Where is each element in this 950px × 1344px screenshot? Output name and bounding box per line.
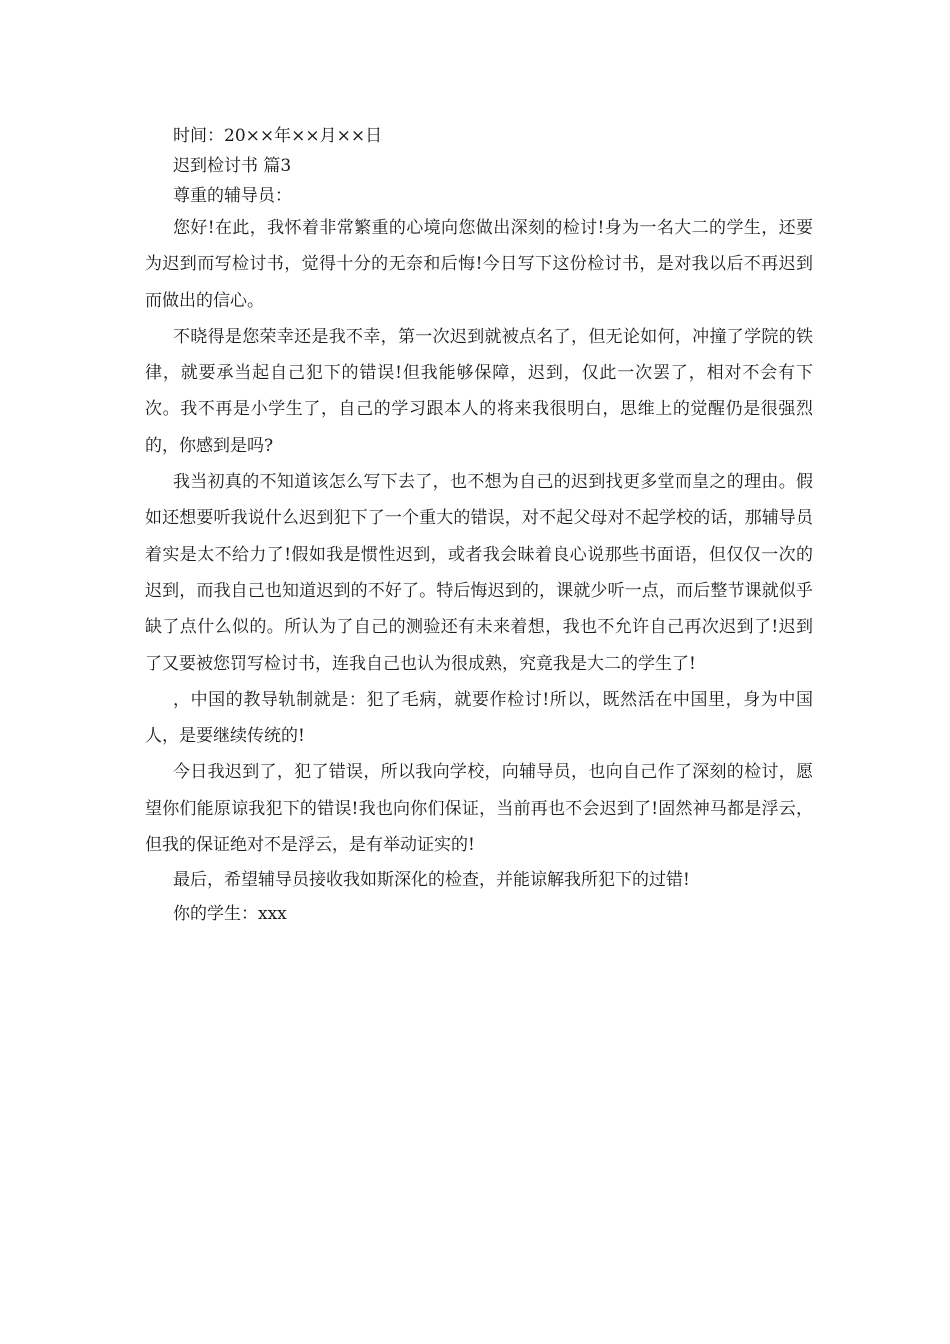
salutation: 尊重的辅导员：: [173, 186, 292, 206]
paragraph-1: 您好!在此，我怀着非常繁重的心境向您做出深刻的检讨!身为一名大二的学生，还要为迟到而写检讨书，觉得十分的无奈和后悔!今日写下这份检讨书，是对我以后不再迟到而做出的信心。: [145, 218, 813, 311]
signature: 你的学生：xxx: [173, 904, 287, 925]
paragraph-5: 今日我迟到了，犯了错误，所以我向学校，向辅导员，也向自己作了深刻的检讨，愿望你们能原谅我犯下的错误!我也向你们保证，当前再也不会迟到了!固然神马都是浮云，但我的保证绝对不是浮云，是有举动证实的!: [145, 762, 813, 856]
paragraph-3: 我当初真的不知道该怎么写下去了，也不想为自己的迟到找更多堂而皇之的理由。假如还想要听我说什么迟到犯下了一个重大的错误，对不起父母对不起学校的话，那辅导员着实是太不给力了!假如我是惯性迟到，或者我会昧着良心说那些书面语，但仅仅一次的迟到，而我自己也知道迟到的不好了。特后悔迟到的，课就少听一点，而后整节课就似乎缺了点什么似的。所认为了自己的测验还有未来着想，我也不允许自己再次迟到了!迟到了又要被您罚写检讨书，连我自己也认为很成熟，究竟我是大二的学生了!: [145, 472, 813, 674]
paragraph-4: ，中国的教导轨制就是：犯了毛病，就要作检讨!所以，既然活在中国里，身为中国人，是要继续传统的!: [145, 689, 813, 747]
paragraph-2: 不晓得是您荣幸还是我不幸，第一次迟到就被点名了，但无论如何，冲撞了学院的铁律，就要承当起自己犯下的错误!但我能够保障，迟到，仅此一次罢了，相对不会有下次。我不再是小学生了，自己的学习跟本人的将来我很明白，思维上的觉醒仍是很强烈的，你感到是吗?: [145, 326, 813, 456]
date-line: 时间：20××年××月××日: [173, 126, 383, 146]
closing-paragraph: 最后，希望辅导员接收我如斯深化的检查，并能谅解我所犯下的过错!: [173, 870, 690, 891]
document-body: [145, 122, 813, 931]
document-heading: 迟到检讨书 篇3: [173, 156, 292, 176]
